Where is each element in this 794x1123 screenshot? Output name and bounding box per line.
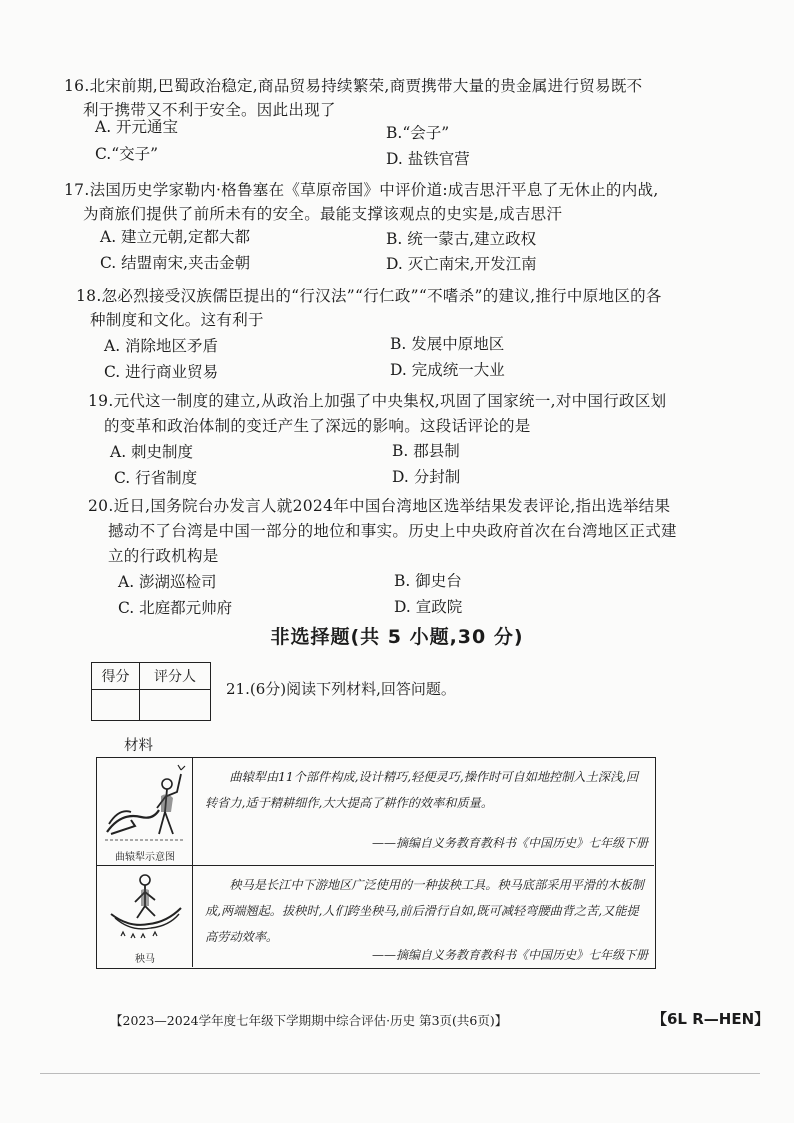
yangma-caption: 秧马: [135, 954, 155, 965]
question-20-option-b[interactable]: B. 御史台: [394, 572, 462, 590]
material-row-plough: [97, 758, 654, 866]
question-18-option-c[interactable]: C. 进行商业贸易: [104, 363, 219, 381]
question-17-option-b[interactable]: B. 统一蒙古,建立政权: [386, 230, 537, 248]
yangma-drawing-icon: [101, 870, 189, 952]
question-16-option-c[interactable]: C.“交子”: [95, 145, 159, 163]
question-19-option-a[interactable]: A. 刺史制度: [110, 443, 194, 461]
yangma-source: ——摘编自义务教育教科书《中国历史》七年级下册: [371, 948, 648, 962]
question-19-line-2: 的变革和政治体制的变迁产生了深远的影响。这段话评论的是: [104, 417, 531, 435]
plough-source: ——摘编自义务教育教科书《中国历史》七年级下册: [371, 836, 648, 850]
footer-code: 【6L R—HEN】: [652, 1010, 770, 1028]
question-20-line-3: 立的行政机构是: [108, 547, 219, 565]
footer-exam-info: 【2023—2024学年度七年级下学期期中综合评估·历史 第3页(共6页)】: [110, 1013, 508, 1028]
question-16-line-2: 利于携带又不利于安全。因此出现了: [83, 101, 336, 119]
question-18-option-b[interactable]: B. 发展中原地区: [390, 335, 505, 353]
plough-text: 曲辕犁由11个部件构成,设计精巧,轻便灵巧,操作时可自如地控制入土深浅,回转省力,适于精耕细作,大大提高了耕作的效率和质量。: [205, 770, 639, 810]
question-20-option-d[interactable]: D. 宣政院: [394, 598, 463, 616]
question-16-line-1: 16.北宋前期,巴蜀政治稳定,商品贸易持续繁荣,商贾携带大量的贵金属进行贸易既不: [64, 77, 643, 95]
question-19-line-1: 19.元代这一制度的建立,从政治上加强了中央集权,巩固了国家统一,对中国行政区划: [88, 392, 667, 410]
grader-cell[interactable]: [139, 690, 210, 721]
question-19-option-d[interactable]: D. 分封制: [392, 468, 461, 486]
question-18-option-d[interactable]: D. 完成统一大业: [390, 361, 505, 379]
scan-line-divider: [40, 1073, 760, 1074]
yangma-illustration: [97, 866, 193, 967]
material-box: [96, 757, 656, 969]
question-17-option-d[interactable]: D. 灭亡南宋,开发江南: [386, 255, 537, 273]
plough-caption: 曲辕犁示意图: [115, 852, 175, 863]
section-title: 非选择题(共 5 小题,30 分): [270, 626, 524, 648]
score-table: [91, 662, 211, 721]
yangma-text: 秧马是长江中下游地区广泛使用的一种拔秧工具。秧马底部采用平滑的木板制成,两端翘起。拔秧时,人们跨坐秧马,前后滑行自如,既可减轻弯腰曲背之苦,又能提高劳动效率。: [205, 878, 644, 944]
question-16-option-d[interactable]: D. 盐铁官营: [386, 150, 470, 168]
material-label: 材料: [124, 738, 153, 754]
question-19-option-c[interactable]: C. 行省制度: [114, 469, 198, 487]
plough-drawing-icon: [101, 762, 189, 848]
question-19-option-b[interactable]: B. 郡县制: [392, 442, 460, 460]
question-18-line-1: 18.忽必烈接受汉族儒臣提出的“行汉法”“行仁政”“不嗜杀”的建议,推行中原地区的各: [76, 287, 662, 305]
question-20-line-1: 20.近日,国务院台办发言人就2024年中国台湾地区选举结果发表评论,指出选举结果: [88, 497, 671, 515]
question-16-option-b[interactable]: B.“会子”: [386, 124, 450, 142]
material-row-yangma: [97, 866, 654, 967]
question-18-option-a[interactable]: A. 消除地区矛盾: [104, 337, 219, 355]
question-20-line-2: 撼动不了台湾是中国一部分的地位和事实。历史上中央政府首次在台湾地区正式建: [108, 522, 677, 540]
question-21-prompt: 21.(6分)阅读下列材料,回答问题。: [226, 680, 456, 698]
question-17-option-a[interactable]: A. 建立元朝,定都大都: [100, 228, 250, 246]
question-20-option-a[interactable]: A. 澎湖巡检司: [118, 573, 217, 591]
question-17-line-1: 17.法国历史学家勒内·格鲁塞在《草原帝国》中评价道:成吉思汗平息了无休止的内战,: [64, 181, 659, 199]
question-20-option-c[interactable]: C. 北庭都元帅府: [118, 599, 233, 617]
question-18-line-2: 种制度和文化。这有利于: [90, 311, 264, 329]
score-header: 得分: [92, 663, 140, 690]
question-17-option-c[interactable]: C. 结盟南宋,夹击金朝: [100, 254, 251, 272]
plough-illustration: [97, 758, 193, 865]
question-16-option-a[interactable]: A. 开元通宝: [95, 118, 179, 136]
score-cell[interactable]: [92, 690, 140, 721]
question-17-line-2: 为商旅们提供了前所未有的安全。最能支撑该观点的史实是,成吉思汗: [83, 205, 563, 223]
grader-header: 评分人: [139, 663, 210, 690]
